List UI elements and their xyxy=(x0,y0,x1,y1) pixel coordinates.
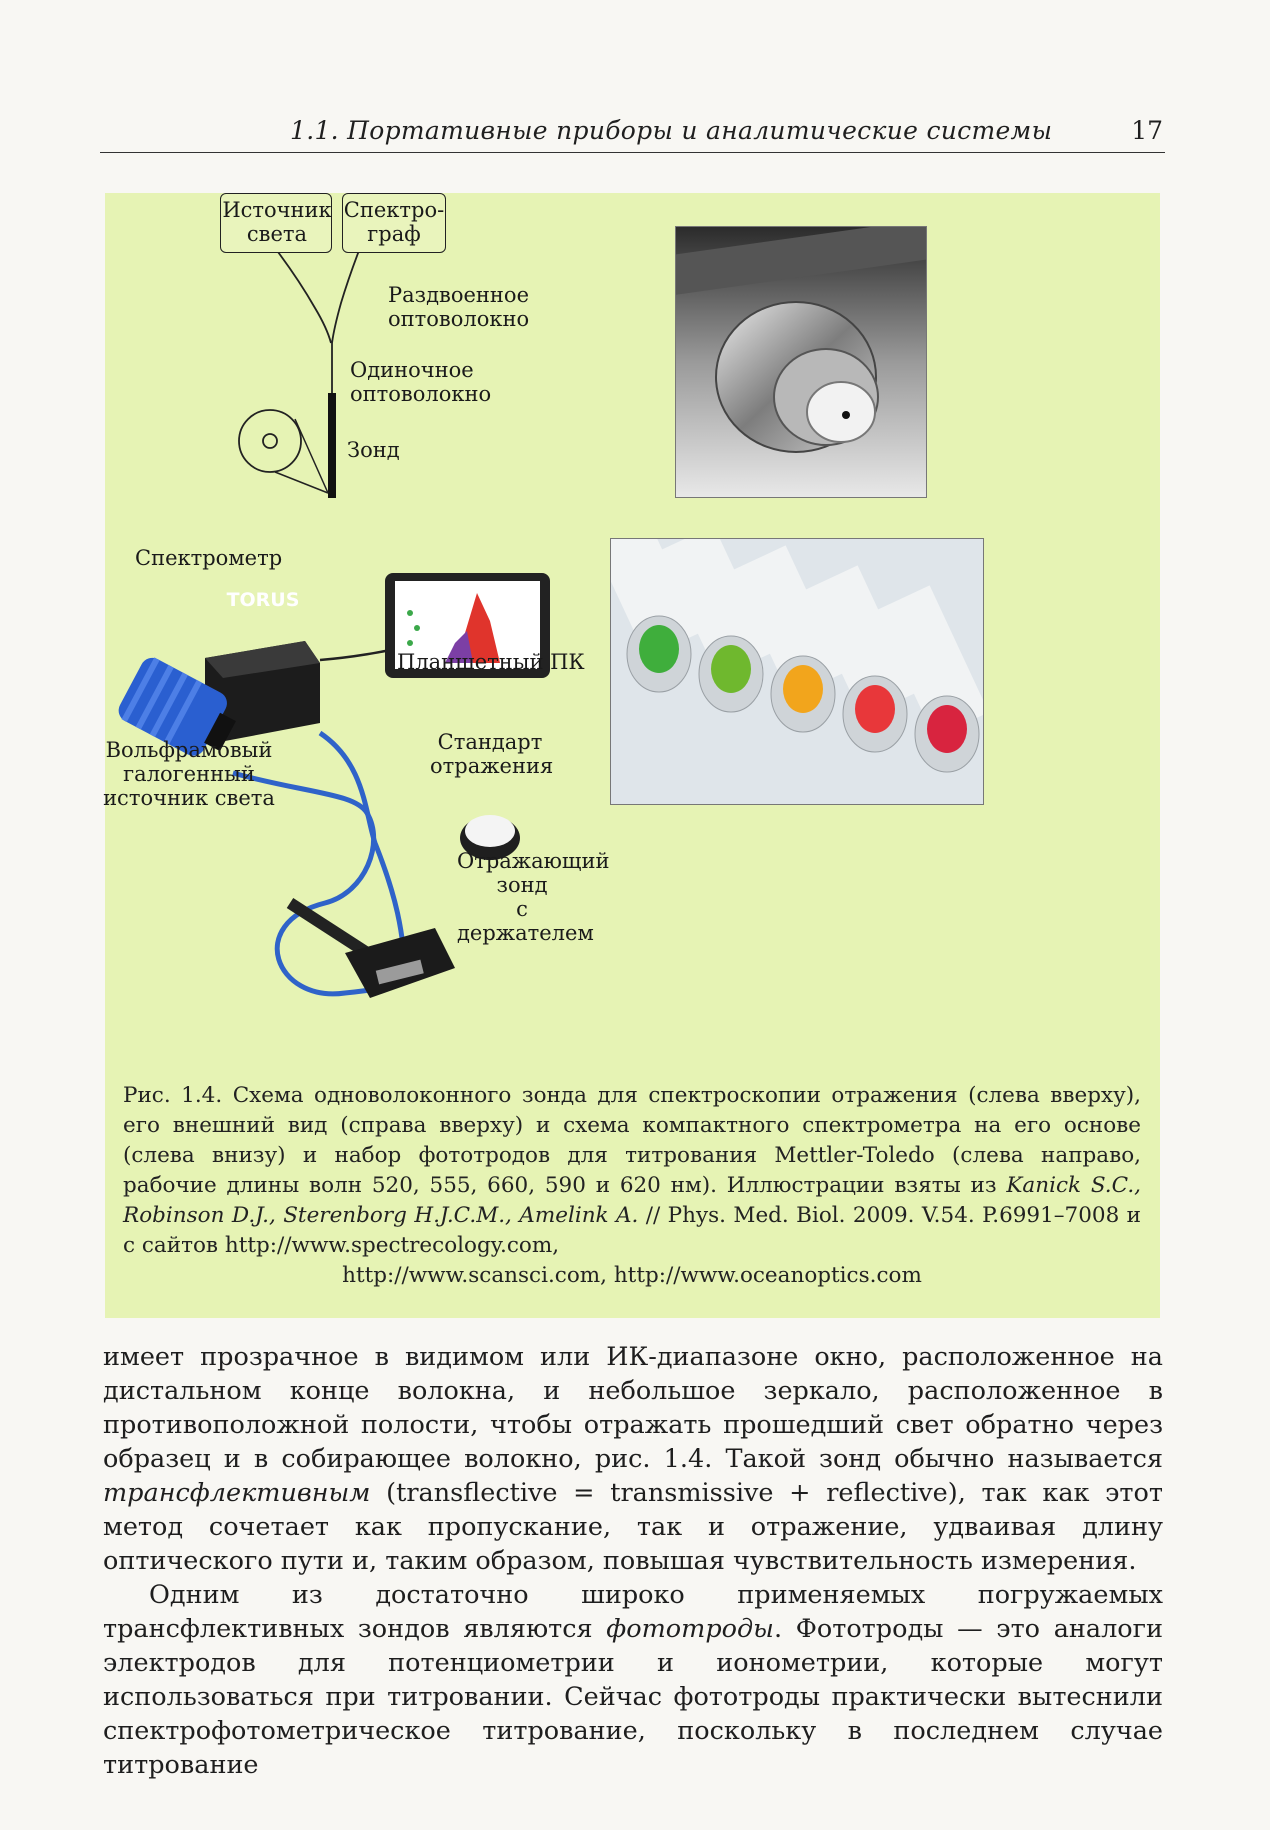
bifurcated-fiber-label: Раздвоенное оптоволокно xyxy=(388,283,530,331)
probe-label: Зонд xyxy=(347,438,400,462)
body-text xyxy=(103,1340,1163,1782)
spectrometer-label: Спектрометр xyxy=(135,546,283,570)
caption-run: Рис. 1.4. Схема одноволоконного зонда для спектроскопии отражения (слева вверху), его внешний вид (справа вверху) и схема компактного спектрометра на его основе (слева внизу) и набор фототродов для титрования Mettler-Toledo (слева направо, рабочие длины волн 520, 555, 660, 590 и 620 нм). Иллюстрации взяты из xyxy=(123,1083,1141,1198)
paragraph-2-run: Одним из достаточно широко применяемых погружаемых трансфлективных зондов являются xyxy=(103,1580,1163,1644)
reflectance-standard-label: Стандарт отражения xyxy=(430,730,554,778)
caption-last-line: http://www.scansci.com, http://www.oceanoptics.com xyxy=(342,1263,922,1288)
page-number: 17 xyxy=(1131,116,1163,145)
light-source-label: Источник света xyxy=(222,198,332,246)
page-header xyxy=(100,112,1165,153)
paragraph-2-run: фототроды xyxy=(606,1614,774,1644)
caption-text xyxy=(123,1083,1141,1258)
tablet-label: Планшетный ПК xyxy=(397,650,585,674)
probe-tip-photo xyxy=(675,226,927,498)
running-title: 1.1. Портативные приборы и аналитические системы xyxy=(290,116,1053,145)
phototrodes-drawing xyxy=(611,539,983,804)
paragraph-2 xyxy=(103,1578,1163,1782)
reflection-probe-label: Отражающий зонд с держателем xyxy=(457,849,610,945)
torus-logo: TORUS xyxy=(226,589,300,611)
phototrodes-photo xyxy=(610,538,984,805)
paragraph-1-run: имеет прозрачное в видимом или ИК-диапазоне окно, расположенное на дистальном конце волокна, и небольшое зеркало, расположенное в противоположной полости, чтобы отражать прошедший свет обратно через образец и в собирающее волокно, рис. 1.4. Такой зонд обычно называется xyxy=(103,1342,1163,1474)
lamp-label: Вольфрамовый галогенный источник света xyxy=(103,738,275,810)
figure-1-4 xyxy=(105,193,1160,1318)
figure-caption xyxy=(123,1081,1141,1291)
paragraph-1-run: (transflective = transmissive + reflective), так как этот метод сочетает как пропускание, так и отражение, удваивая длину оптического пути и, таким образом, повышая чувствительность измерения. xyxy=(103,1478,1163,1576)
caption-run: // Phys. Med. Biol. 2009. V.54. P.6991–7008 и с сайтов http://www.spectrecology.com, xyxy=(123,1203,1141,1258)
paragraph-2-run: . Фототроды — это аналоги электродов для потенциометрии и ионометрии, которые могут использоваться при титровании. Сейчас фототроды практически вытеснили спектрофотометрическое титрование, поскольку в последнем случае титрование xyxy=(103,1614,1163,1780)
paragraph-1-run: трансфлективным xyxy=(103,1478,371,1508)
caption-run: Kanick S.C., Robinson D.J., Sterenborg H.J.C.M., Amelink A. xyxy=(123,1173,1141,1228)
spectrometer-scheme xyxy=(105,573,625,1053)
spectrograph-label: Спектро- граф xyxy=(343,198,445,246)
single-fiber-label: Одиночное оптоволокно xyxy=(350,358,492,406)
paragraph-1 xyxy=(103,1340,1163,1578)
